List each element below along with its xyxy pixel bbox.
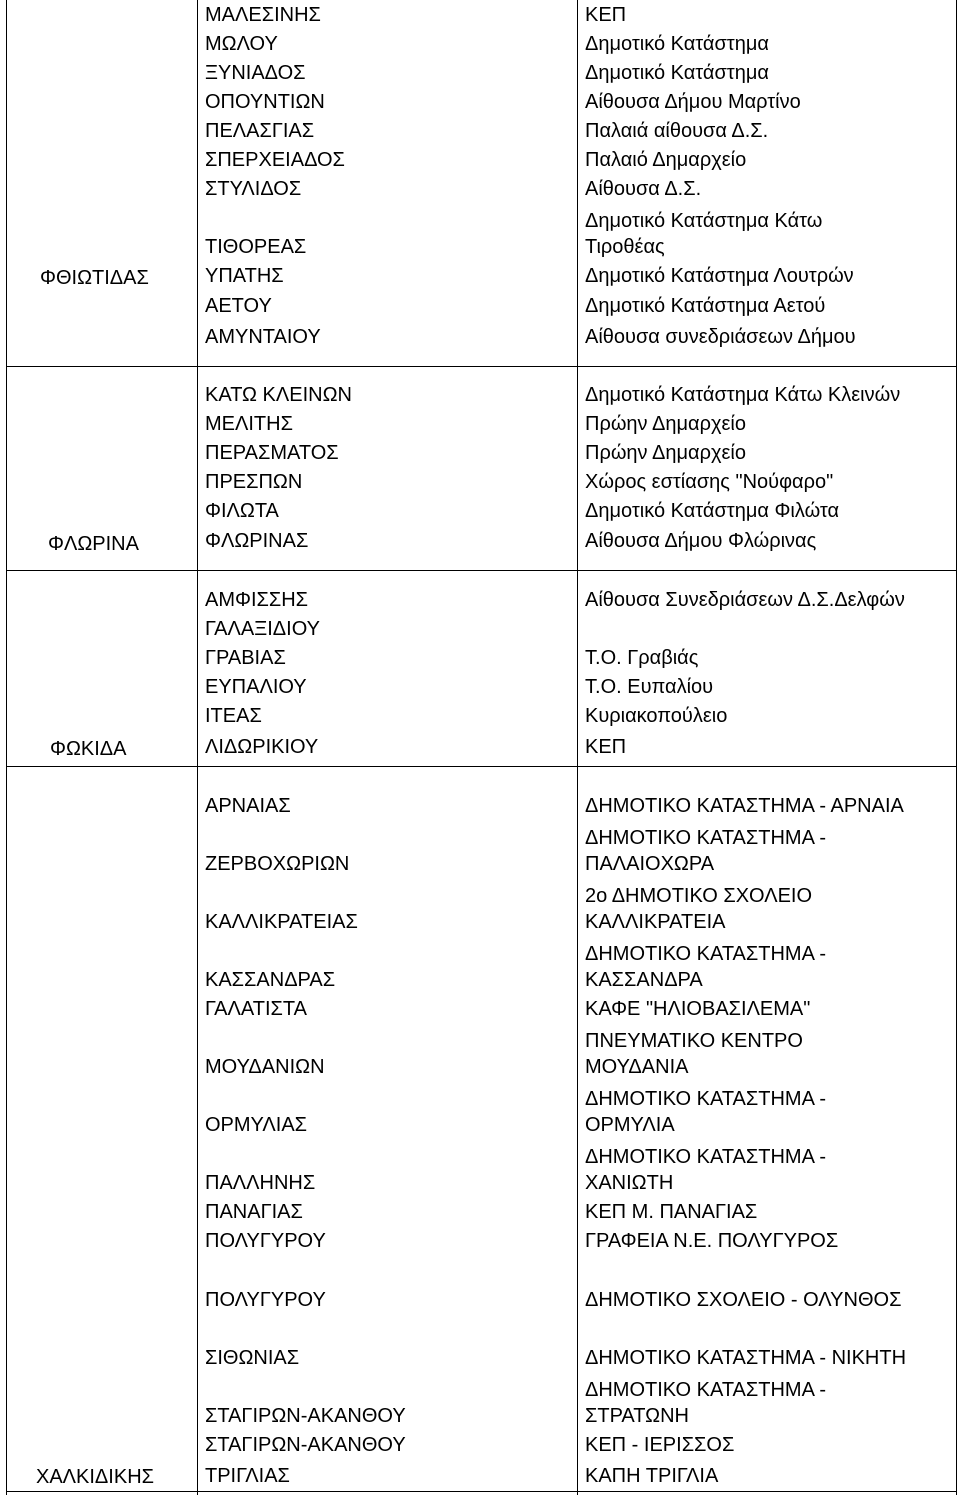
municipality-cell: ΜΑΛΕΣΙΝΗΣ	[205, 4, 321, 26]
municipality-cell: ΜΩΛΟΥ	[205, 33, 278, 55]
location-cell: Δημοτικό Κατάστημα	[585, 62, 769, 84]
municipality-cell: ΟΠΟΥΝΤΙΩΝ	[205, 91, 325, 113]
region-label: ΦΛΩΡΙΝΑ	[48, 533, 139, 555]
location-cell: ΣΤΡΑΤΩΝΗ	[585, 1405, 689, 1427]
municipality-cell: ΖΕΡΒΟΧΩΡΙΩΝ	[205, 853, 350, 875]
municipality-cell: ΟΡΜΥΛΙΑΣ	[205, 1114, 308, 1136]
location-cell: Παλαιά αίθουσα Δ.Σ.	[585, 120, 769, 142]
location-cell: ΠΝΕΥΜΑΤΙΚΟ ΚΕΝΤΡΟ	[585, 1030, 803, 1052]
municipality-cell: ΚΑΣΣΑΝΔΡΑΣ	[205, 969, 336, 991]
location-cell: ΧΑΝΙΩΤΗ	[585, 1172, 674, 1194]
location-cell: ΠΑΛΑΙΟΧΩΡΑ	[585, 853, 715, 875]
municipality-cell: ΛΙΔΩΡΙΚΙΟΥ	[205, 736, 319, 758]
region-label: ΦΩΚΙΔΑ	[50, 738, 127, 760]
column-divider-municipality	[577, 0, 578, 1495]
municipality-cell: ΚΑΛΛΙΚΡΑΤΕΙΑΣ	[205, 911, 358, 933]
location-cell: ΔΗΜΟΤΙΚΟ ΚΑΤΑΣΤΗΜΑ -	[585, 1146, 827, 1168]
location-cell: Τιροθέας	[585, 236, 665, 258]
municipality-cell: ΣΤΑΓΙΡΩΝ-ΑΚΑΝΘΟΥ	[205, 1434, 406, 1456]
municipality-cell: ΜΕΛΙΤΗΣ	[205, 413, 293, 435]
municipality-cell: ΥΠΑΤΗΣ	[205, 265, 284, 287]
group-separator	[6, 1491, 957, 1492]
location-cell: Δημοτικό Κατάστημα Κάτω	[585, 210, 823, 232]
location-cell: ΚΑΣΣΑΝΔΡΑ	[585, 969, 703, 991]
municipality-cell: ΞΥΝΙΑΔΟΣ	[205, 62, 306, 84]
location-cell: ΔΗΜΟΤΙΚΟ ΣΧΟΛΕΙΟ - ΟΛΥΝΘΟΣ	[585, 1289, 902, 1311]
municipality-cell: ΓΑΛΑΞΙΔΙΟΥ	[205, 618, 320, 640]
municipality-cell: ΣΤΑΓΙΡΩΝ-ΑΚΑΝΘΟΥ	[205, 1405, 406, 1427]
location-cell: ΔΗΜΟΤΙΚΟ ΚΑΤΑΣΤΗΜΑ -	[585, 943, 827, 965]
location-cell: Αίθουσα συνεδριάσεων Δήμου	[585, 326, 856, 348]
location-cell: Δημοτικό Κατάστημα Φιλώτα	[585, 500, 840, 522]
municipality-cell: ΠΟΛΥΓΥΡΟΥ	[205, 1230, 326, 1252]
municipality-cell: ΓΑΛΑΤΙΣΤΑ	[205, 998, 307, 1020]
municipality-cell: ΠΑΝΑΓΙΑΣ	[205, 1201, 303, 1223]
location-cell: ΚΑΠΗ ΤΡΙΓΛΙΑ	[585, 1465, 719, 1487]
location-cell: ΚΕΠ Μ. ΠΑΝΑΓΙΑΣ	[585, 1201, 758, 1223]
municipality-cell: ΜΟΥΔΑΝΙΩΝ	[205, 1056, 325, 1078]
region-label: ΧΑΛΚΙΔΙΚΗΣ	[36, 1466, 154, 1488]
column-divider-region	[197, 0, 198, 1495]
group-separator	[6, 366, 957, 367]
location-cell: 2ο ΔΗΜΟΤΙΚΟ ΣΧΟΛΕΙΟ	[585, 885, 813, 907]
location-cell: ΜΟΥΔΑΝΙΑ	[585, 1056, 689, 1078]
municipality-cell: ΣΙΘΩΝΙΑΣ	[205, 1347, 300, 1369]
location-cell: Δημοτικό Κατάστημα Λουτρών	[585, 265, 854, 287]
group-separator	[6, 570, 957, 571]
location-cell: ΚΑΦΕ "ΗΛΙΟΒΑΣΙΛΕΜΑ"	[585, 998, 811, 1020]
region-label: ΦΘΙΩΤΙΔΑΣ	[40, 267, 149, 289]
location-cell: Αίθουσα Δ.Σ.	[585, 178, 702, 200]
municipality-cell: ΦΛΩΡΙΝΑΣ	[205, 530, 309, 552]
municipality-cell: ΠΡΕΣΠΩΝ	[205, 471, 303, 493]
municipality-cell: ΑΡΝΑΙΑΣ	[205, 795, 291, 817]
location-cell: Πρώην Δημαρχείο	[585, 442, 746, 464]
location-cell: ΔΗΜΟΤΙΚΟ ΚΑΤΑΣΤΗΜΑ -	[585, 1379, 827, 1401]
location-cell: Δημοτικό Κατάστημα Αετού	[585, 295, 826, 317]
location-cell: ΟΡΜΥΛΙΑ	[585, 1114, 675, 1136]
municipality-cell: ΠΑΛΛΗΝΗΣ	[205, 1172, 316, 1194]
municipality-cell: ΓΡΑΒΙΑΣ	[205, 647, 286, 669]
column-divider-right	[956, 0, 957, 1495]
municipality-cell: ΣΤΥΛΙΔΟΣ	[205, 178, 302, 200]
location-cell: ΔΗΜΟΤΙΚΟ ΚΑΤΑΣΤΗΜΑ - ΝΙΚΗΤΗ	[585, 1347, 907, 1369]
municipality-cell: ΤΙΘΟΡΕΑΣ	[205, 236, 307, 258]
municipality-cell: ΚΑΤΩ ΚΛΕΙΝΩΝ	[205, 384, 352, 406]
location-cell: Πρώην Δημαρχείο	[585, 413, 746, 435]
municipality-cell: ΕΥΠΑΛΙΟΥ	[205, 676, 307, 698]
municipality-cell: ΤΡΙΓΛΙΑΣ	[205, 1465, 290, 1487]
location-cell: Τ.Ο. Ευπαλίου	[585, 676, 714, 698]
location-cell: Χώρος εστίασης "Νούφαρο"	[585, 471, 834, 493]
municipality-cell: ΑΜΥΝΤΑΙΟΥ	[205, 326, 321, 348]
location-cell: Τ.Ο. Γραβιάς	[585, 647, 699, 669]
location-cell: Δημοτικό Κατάστημα Κάτω Κλεινών	[585, 384, 901, 406]
municipality-cell: ΣΠΕΡΧΕΙΑΔΟΣ	[205, 149, 345, 171]
location-cell: Παλαιό Δημαρχείο	[585, 149, 747, 171]
municipality-cell: ΑΕΤΟΥ	[205, 295, 272, 317]
location-cell: Δημοτικό Κατάστημα	[585, 33, 769, 55]
location-cell: Αίθουσα Συνεδριάσεων Δ.Σ.Δελφών	[585, 589, 905, 611]
location-cell: ΔΗΜΟΤΙΚΟ ΚΑΤΑΣΤΗΜΑ -	[585, 1088, 827, 1110]
group-separator	[6, 766, 957, 767]
location-cell: ΔΗΜΟΤΙΚΟ ΚΑΤΑΣΤΗΜΑ -	[585, 827, 827, 849]
location-cell: Αίθουσα Δήμου Μαρτίνο	[585, 91, 801, 113]
location-cell: ΔΗΜΟΤΙΚΟ ΚΑΤΑΣΤΗΜΑ - ΑΡΝΑΙΑ	[585, 795, 904, 817]
municipality-cell: ΑΜΦΙΣΣΗΣ	[205, 589, 309, 611]
location-cell: ΚΑΛΛΙΚΡΑΤΕΙΑ	[585, 911, 726, 933]
location-cell: Κυριακοπούλειο	[585, 705, 728, 727]
municipality-cell: ΠΕΡΑΣΜΑΤΟΣ	[205, 442, 339, 464]
municipality-cell: ΠΕΛΑΣΓΙΑΣ	[205, 120, 315, 142]
location-cell: ΚΕΠ - ΙΕΡΙΣΣΟΣ	[585, 1434, 735, 1456]
column-divider-left	[6, 0, 7, 1495]
municipality-cell: ΙΤΕΑΣ	[205, 705, 262, 727]
location-cell: ΚΕΠ	[585, 4, 627, 26]
municipality-cell: ΦΙΛΩΤΑ	[205, 500, 279, 522]
location-cell: ΚΕΠ	[585, 736, 627, 758]
municipality-cell: ΠΟΛΥΓΥΡΟΥ	[205, 1289, 326, 1311]
location-cell: Αίθουσα Δήμου Φλώρινας	[585, 530, 817, 552]
location-cell: ΓΡΑΦΕΙΑ Ν.Ε. ΠΟΛΥΓΥΡΟΣ	[585, 1230, 839, 1252]
